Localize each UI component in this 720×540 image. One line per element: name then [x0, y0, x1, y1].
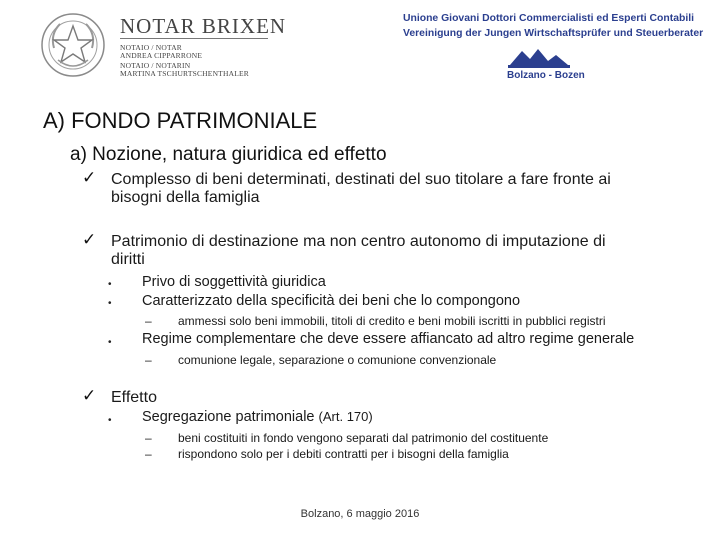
checkmark-icon: ✓: [82, 230, 97, 249]
slide-footer: Bolzano, 6 maggio 2016: [300, 508, 420, 520]
bullet-icon: •: [108, 279, 112, 290]
item2-sub2: Caratterizzato della specificità dei beni che lo compongono: [142, 293, 521, 309]
item2-line2: diritti: [111, 251, 145, 268]
item2-sub2-detail: ammessi solo beni immobili, titoli di credito e beni mobili iscritti in pubblici registri: [178, 314, 606, 328]
notary-role-1: NOTAIO / NOTAR: [120, 43, 183, 52]
notary-title: NOTAR BRIXEN: [120, 14, 287, 38]
dash-icon: –: [145, 314, 152, 328]
notary-name-2: MARTINA TSCHURTSCHENTHALER: [120, 69, 249, 78]
union-logo-icon: [508, 47, 570, 69]
dash-icon: –: [145, 353, 152, 367]
slide-subheading: a) Nozione, natura giuridica ed effetto: [70, 144, 387, 165]
item1-line2: bisogni della famiglia: [111, 189, 260, 206]
item3-detail-1: beni costituiti in fondo vengono separati dal patrimonio del costituente: [178, 431, 549, 445]
item3-sub1: [142, 409, 373, 425]
union-name-german: Vereinigung der Jungen Wirtschaftsprüfer und Steuerberater: [403, 28, 704, 39]
bullet-icon: •: [108, 298, 112, 309]
union-name-italian: Unione Giovani Dottori Commercialisti ed Esperti Contabili: [403, 13, 694, 24]
bullet-icon: •: [108, 415, 112, 426]
item1-line1: Complesso di beni determinati, destinati del suo titolare a fare fronte ai: [111, 171, 611, 188]
notary-divider: [120, 38, 268, 39]
item3-sub1-text: Segregazione patrimoniale: [142, 409, 315, 425]
union-city: Bolzano - Bozen: [507, 70, 585, 81]
notary-name-1: ANDREA CIPPARRONE: [120, 51, 203, 60]
slide-heading: A) FONDO PATRIMONIALE: [43, 108, 318, 133]
union-name: [403, 11, 703, 41]
checkmark-icon: ✓: [82, 168, 97, 187]
dash-icon: –: [145, 447, 152, 461]
bullet-icon: •: [108, 337, 112, 348]
notary-seal-icon: [40, 12, 106, 78]
item2-sub1: Privo di soggettività giuridica: [142, 274, 326, 290]
item2-sub3: Regime complementare che deve essere affiancato ad altro regime generale: [142, 331, 635, 347]
checkmark-icon: ✓: [82, 386, 97, 405]
item3-sub1-ref: (Art. 170): [318, 409, 373, 424]
item2-sub3-detail: comunione legale, separazione o comunione convenzionale: [178, 353, 497, 367]
dash-icon: –: [145, 431, 152, 445]
item2-line1: Patrimonio di destinazione ma non centro autonomo di imputazione di: [111, 233, 606, 250]
item3-detail-2: rispondono solo per i debiti contratti per i bisogni della famiglia: [178, 447, 509, 461]
item3-label: Effetto: [111, 389, 157, 406]
notary-role-2: NOTAIO / NOTARIN: [120, 61, 191, 70]
